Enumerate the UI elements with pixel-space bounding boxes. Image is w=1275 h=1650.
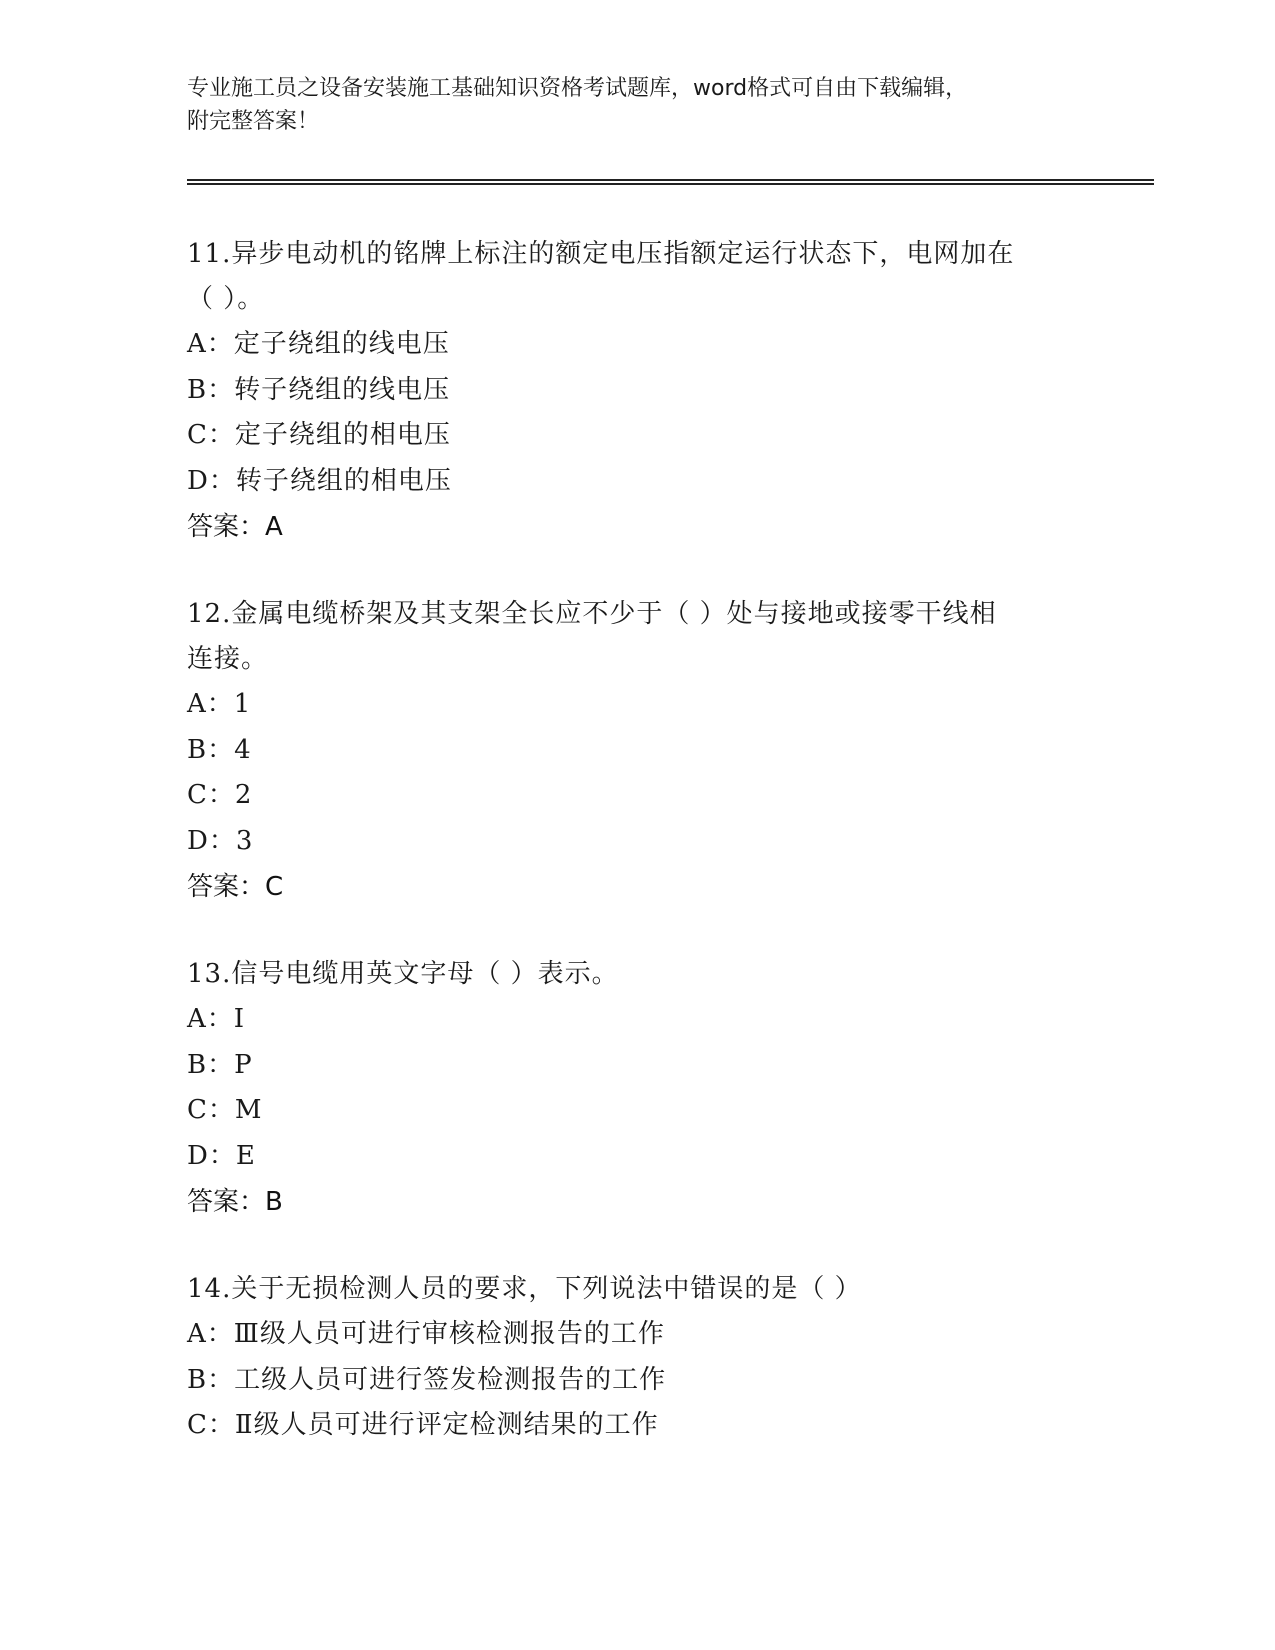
option-b: B：4	[187, 734, 252, 765]
question-14	[187, 1267, 1087, 1449]
option-b: B：转子绕组的线电压	[187, 374, 451, 405]
option-d: D：3	[187, 825, 254, 856]
option-c: C：2	[187, 780, 253, 810]
option-b: B：P	[187, 1049, 253, 1080]
option-a: A：定子绕组的线电压	[187, 329, 450, 359]
question-list	[187, 232, 1087, 1491]
option-c: C：Ⅱ级人员可进行评定检测结果的工作	[187, 1410, 659, 1440]
question-text: 14.关于无损检测人员的要求，下列说法中错误的是（ ）	[187, 1274, 862, 1304]
option-c: C：定子绕组的相电压	[187, 420, 451, 450]
question-12	[187, 592, 1087, 910]
question-text: 13.信号电缆用英文字母（ ）表示。	[187, 959, 619, 989]
option-a: A：Ⅲ级人员可进行审核检测报告的工作	[187, 1319, 665, 1349]
question-11	[187, 232, 1087, 550]
document-header	[187, 72, 1087, 138]
question-13	[187, 952, 1087, 1225]
answer: 答案：B	[187, 1187, 283, 1217]
option-b: B：工级人员可进行签发检测报告的工作	[187, 1364, 667, 1395]
option-a: A：I	[187, 1004, 246, 1034]
option-d: D：E	[187, 1140, 256, 1171]
question-text-cont: 连接。	[187, 644, 269, 674]
header-divider	[187, 179, 1154, 185]
answer: 答案：A	[187, 512, 283, 542]
question-text: 12.金属电缆桥架及其支架全长应不少于（ ）处与接地或接零干线相	[187, 599, 997, 629]
question-text-cont: （ ）。	[187, 284, 265, 314]
header-line-2: 附完整答案！	[187, 109, 320, 134]
option-d: D：转子绕组的相电压	[187, 465, 452, 496]
option-a: A：1	[187, 689, 252, 719]
question-text: 11.异步电动机的铭牌上标注的额定电压指额定运行状态下，电网加在	[187, 239, 1015, 269]
answer: 答案：C	[187, 872, 284, 902]
header-line-1: 专业施工员之设备安装施工基础知识资格考试题库，word格式可自由下载编辑，	[187, 76, 968, 101]
option-c: C：M	[187, 1095, 263, 1125]
